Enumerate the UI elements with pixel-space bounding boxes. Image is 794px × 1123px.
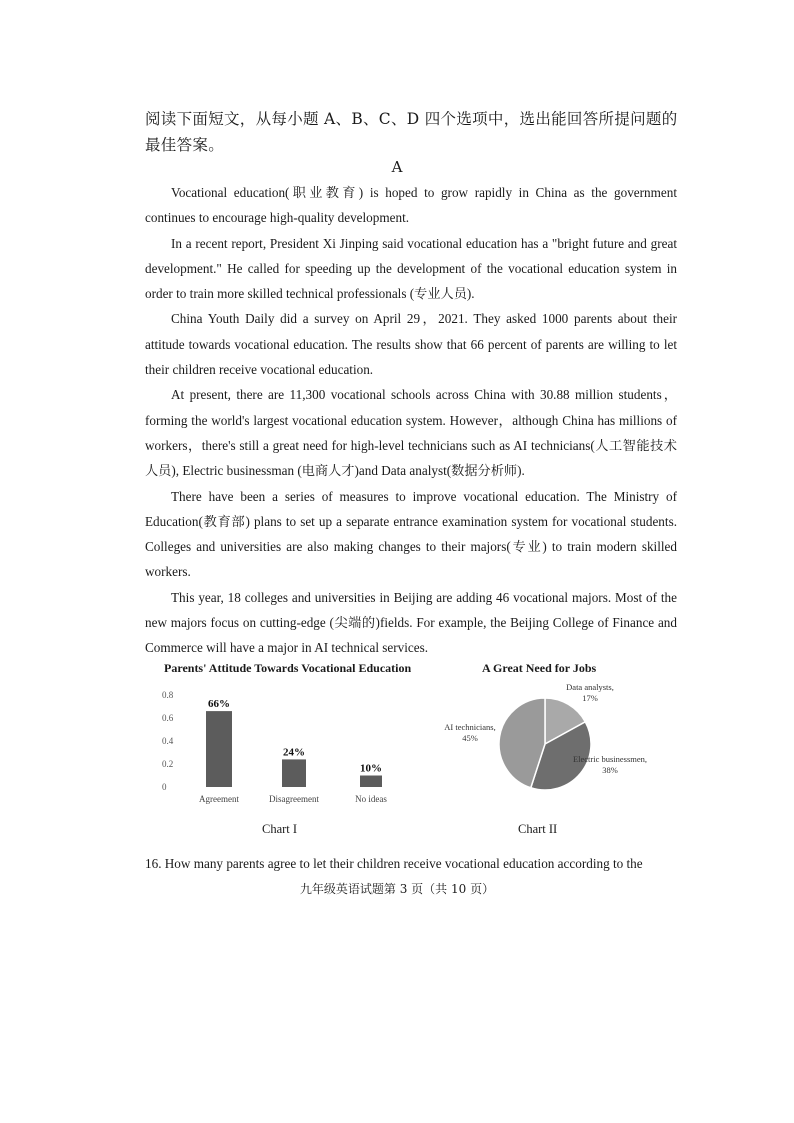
question-16: 16. How many parents agree to let their children receive vocational education according to the	[145, 856, 643, 871]
bar-chart-caption: Chart I	[262, 822, 298, 836]
paragraph: In a recent report, President Xi Jinping said vocational education has a "bright future and great development." He called for speeding up the development of the vocational education system in order to train more skilled technical professionals (专业人员).	[145, 235, 677, 302]
bar	[206, 711, 232, 787]
pie-slice-pct: 45%	[462, 733, 478, 743]
page-footer: 九年级英语试题第 3 页（共 10 页）	[299, 882, 495, 896]
paragraph: This year, 18 colleges and universities in Beijing are adding 46 vocational majors. Most of the new majors focus on cutting-edge (尖端的)fields. For example, the Beijing College of Finance and Commerce will have a major in AI technical services.	[145, 589, 677, 656]
bar-data-label: 66%	[208, 698, 230, 711]
pie-slice-pct: 38%	[602, 765, 618, 775]
y-tick-label: 0.6	[162, 713, 174, 723]
y-tick-label: 0	[162, 782, 167, 792]
paragraph: Vocational education(职业教育) is hoped to grow rapidly in China as the government continues to encourage high-quality development.	[145, 185, 677, 226]
pie-slice-label: Electric businessmen,	[572, 754, 648, 764]
pie-chart	[440, 680, 670, 840]
bar-chart	[150, 680, 440, 840]
y-tick-label: 0.8	[162, 690, 174, 700]
y-tick-label: 0.2	[162, 759, 174, 769]
paragraph: There have been a series of measures to improve vocational education. The Ministry of Education(教育部) plans to set up a separate entrance examination system for vocational students. Colleges and universities are also making changes to their majors(专业) to train modern skilled workers.	[145, 488, 677, 580]
bar	[282, 759, 306, 787]
pie-slice-label: AI technicians,	[444, 722, 496, 732]
pie-chart-caption: Chart II	[518, 822, 558, 836]
pie-slice-label: Data analysts,	[566, 682, 614, 692]
pie-chart-title: A Great Need for Jobs	[482, 661, 597, 675]
pie-slice-pct: 17%	[582, 693, 598, 703]
paragraph: At present, there are 11,300 vocational schools across China with 30.88 million students，forming the world's largest vocational education system. However，although China has millions of workers，there's still a great need for high-level technicians such as AI technicians(人工智能技术人员), Electric businessman (电商人才)and Data analyst(数据分析师).	[145, 387, 677, 479]
bar-data-label: 24%	[283, 746, 305, 759]
x-tick-label: Agreement	[199, 794, 239, 804]
paragraph: China Youth Daily did a survey on April 29，2021. They asked 1000 parents about their attitude towards vocational education. The results show that 66 percent of parents are willing to let their children receive vocational education.	[145, 311, 677, 378]
x-tick-label: No ideas	[355, 794, 387, 804]
bar	[360, 776, 382, 788]
y-tick-label: 0.4	[162, 736, 174, 746]
charts-area	[150, 655, 670, 845]
x-tick-label: Disagreement	[269, 794, 319, 804]
section-letter: A	[391, 158, 403, 176]
instruction-text: 阅读下面短文，从每小题 A、B、C、D 四个选项中，选出能回答所提问题的最佳答案。	[145, 110, 678, 154]
bar-chart-title: Parents' Attitude Towards Vocational Education	[164, 661, 412, 675]
passage	[145, 180, 677, 661]
bar-data-label: 10%	[360, 762, 382, 775]
